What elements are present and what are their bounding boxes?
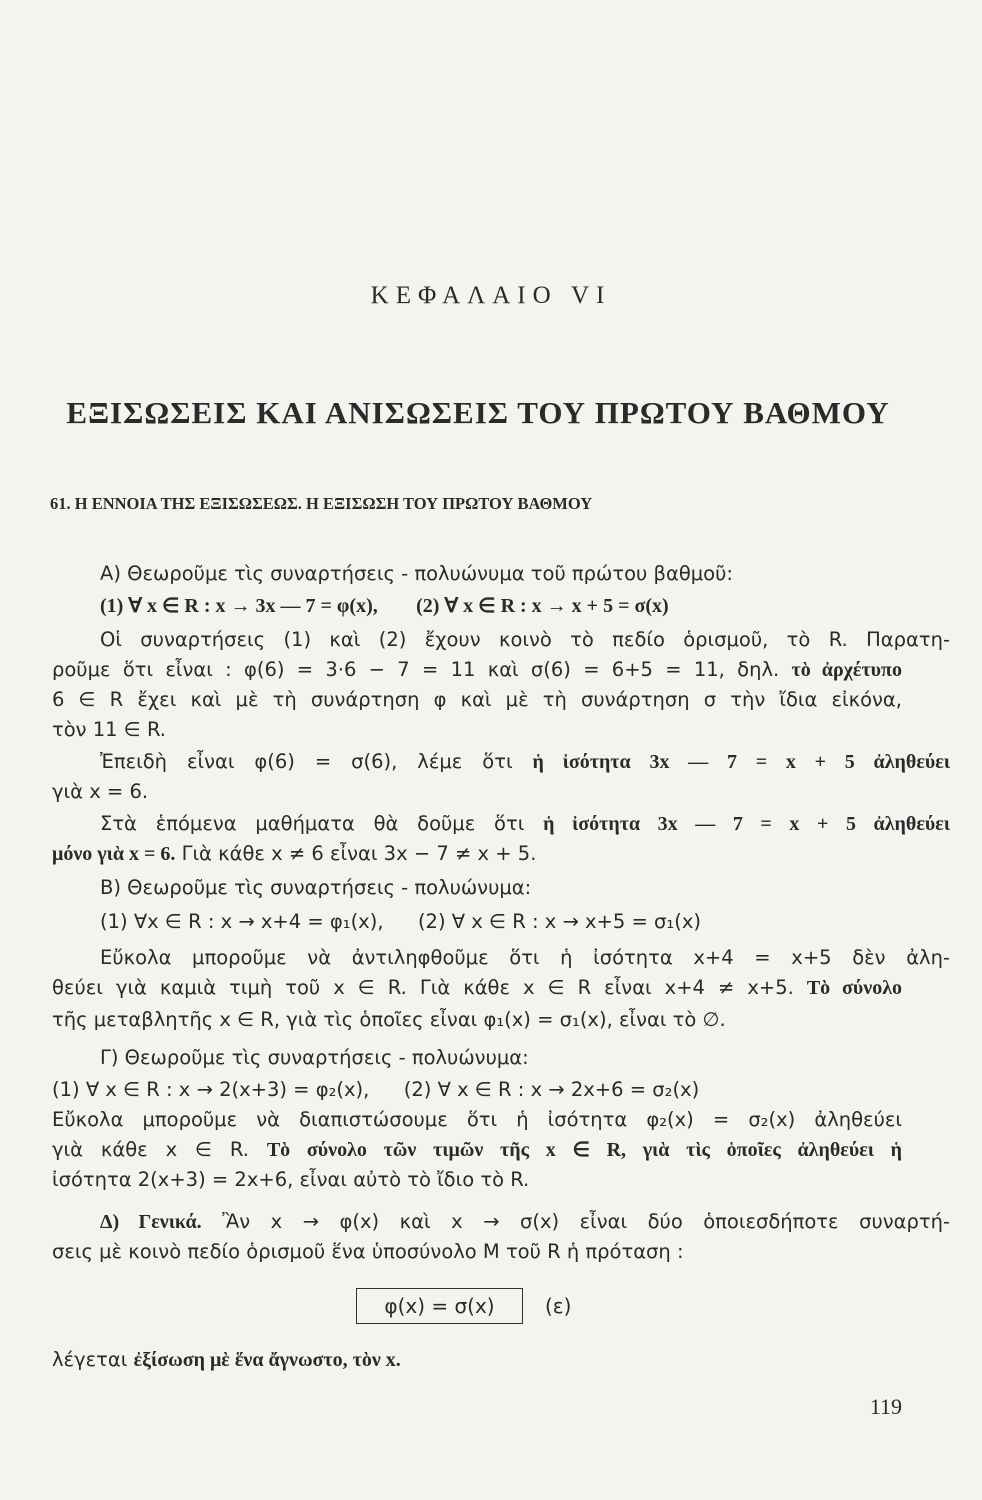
part-c-intro: Γ) Θεωροῦμε τὶς συναρτήσεις - πολυώνυμα: xyxy=(100,1046,529,1069)
part-c-eq1: (1) ∀ x ∈ R : x → 2(x+3) = φ₂(x), xyxy=(52,1078,370,1101)
text-span-bold: ἡ ἰσότητα 3x — 7 = x + 5 ἀληθεύει xyxy=(543,813,951,835)
text-span-bold: Τὸ σύνολο τῶν τιμῶν τῆς x ∈ R, γιὰ τὶς ὁποῖες ἀληθεύει ἡ xyxy=(266,1139,902,1161)
part-a-paragraph-line xyxy=(52,810,950,838)
part-b-paragraph-line: Εὔκολα μποροῦμε νὰ ἀντιληφθοῦμε ὅτι ἡ ἰσότητα x+4 = x+5 δὲν ἀλη- xyxy=(100,946,950,969)
part-a-paragraph-line: τὸν 11 ∈ R. xyxy=(52,718,167,741)
text-span-bold: Τὸ σύνολο xyxy=(806,977,903,999)
text-span: Στὰ ἑπόμενα μαθήματα θὰ δοῦμε ὅτι xyxy=(100,812,525,835)
part-b-eq2: (2) ∀ x ∈ R : x → x+5 = σ₁(x) xyxy=(417,910,701,933)
part-a-paragraph-line xyxy=(52,748,950,776)
part-a-paragraph-line: Οἱ συναρτήσεις (1) καὶ (2) ἔχουν κοινὸ τὸ πεδίο ὁρισμοῦ, τὸ R. Παρατη- xyxy=(100,628,950,651)
text-span: ροῦμε ὅτι εἶναι : φ(6) = 3·6 − 7 = 11 καὶ σ(6) = 6+5 = 11, δηλ. xyxy=(52,658,780,681)
part-c-paragraph-line xyxy=(52,1136,902,1164)
part-a-paragraph-line xyxy=(52,656,902,684)
part-d-paragraph-line xyxy=(52,1346,902,1374)
text-span-bold: ἡ ἰσότητα 3x — 7 = x + 5 ἀληθεύει xyxy=(532,751,950,773)
boxed-equation-row xyxy=(0,1288,982,1328)
section-heading: 61. Η ΕΝΝΟΙΑ ΤΗΣ ΕΞΙΣΩΣΕΩΣ. Η ΕΞΙΣΩΣΗ ΤΟΥ ΠΡΩΤΟΥ ΒΑΘΜΟΥ xyxy=(50,494,593,513)
text-span-bold: τὸ ἀρχέτυπο xyxy=(791,659,903,681)
part-d-paragraph-line xyxy=(52,1208,950,1236)
part-c-equations xyxy=(52,1076,902,1104)
part-a-eq2: (2) ∀ x ∈ R : x → x + 5 = σ(x) xyxy=(416,595,669,617)
part-b-paragraph-line: τῆς μεταβλητῆς x ∈ R, γιὰ τὶς ὁποῖες εἶναι φ₁(x) = σ₁(x), εἶναι τὸ ∅. xyxy=(52,1008,726,1031)
boxed-equation: φ(x) = σ(x) xyxy=(356,1288,523,1324)
part-d-label: Δ) Γενικά. xyxy=(100,1211,202,1233)
text-span: Γιὰ κάθε x ≠ 6 εἶναι 3x − 7 ≠ x + 5. xyxy=(181,842,537,865)
text-span: λέγεται xyxy=(52,1348,128,1371)
part-a-eq1: (1) ∀ x ∈ R : x → 3x — 7 = φ(x), xyxy=(100,595,378,617)
part-c-paragraph-line: Εὔκολα μποροῦμε νὰ διαπιστώσουμε ὅτι ἡ ἰσότητα φ₂(x) = σ₂(x) ἀληθεύει xyxy=(52,1108,902,1131)
part-a-paragraph-line: 6 ∈ R ἔχει καὶ μὲ τὴ συνάρτηση φ καὶ μὲ τὴ συνάρτηση σ τὴν ἴδια εἰκόνα, xyxy=(52,688,902,711)
text-span: γιὰ κάθε x ∈ R. xyxy=(52,1138,249,1161)
page-number: 119 xyxy=(869,1394,902,1419)
part-a-equations xyxy=(52,592,950,620)
part-b-intro: Β) Θεωροῦμε τὶς συναρτήσεις - πολυώνυμα: xyxy=(100,876,532,899)
part-c-eq2: (2) ∀ x ∈ R : x → 2x+6 = σ₂(x) xyxy=(403,1078,700,1101)
text-span: Ἐπειδὴ εἶναι φ(6) = σ(6), λέμε ὅτι xyxy=(100,750,513,773)
part-b-equations xyxy=(52,908,950,936)
part-a-intro: Α) Θεωροῦμε τὶς συναρτήσεις - πολυώνυμα τοῦ πρώτου βαθμοῦ: xyxy=(100,562,733,585)
part-c-paragraph-line: ἰσότητα 2(x+3) = 2x+6, εἶναι αὐτὸ τὸ ἴδιο τὸ R. xyxy=(52,1168,530,1191)
text-span: Ἂν x → φ(x) καὶ x → σ(x) εἶναι δύο ὁποιεσδήποτε συναρτή- xyxy=(222,1210,950,1233)
chapter-heading: ΚΕΦΑΛΑΙΟ VI xyxy=(370,282,612,309)
part-a-paragraph-line: γιὰ x = 6. xyxy=(52,780,149,803)
part-b-eq1: (1) ∀x ∈ R : x → x+4 = φ₁(x), xyxy=(100,910,384,933)
chapter-title: ΕΞΙΣΩΣΕΙΣ ΚΑΙ ΑΝΙΣΩΣΕΙΣ ΤΟΥ ΠΡΩΤΟΥ ΒΑΘΜΟΥ xyxy=(66,395,890,430)
text-span-bold: μόνο γιὰ x = 6. xyxy=(52,843,176,865)
text-span-bold: ἐξίσωση μὲ ἕνα ἄγνωστο, τὸν x. xyxy=(133,1349,401,1371)
part-a-paragraph-line xyxy=(52,840,902,868)
part-b-paragraph-line xyxy=(52,974,902,1002)
part-d-paragraph-line: σεις μὲ κοινὸ πεδίο ὁρισμοῦ ἕνα ὑποσύνολο Μ τοῦ R ἡ πρόταση : xyxy=(52,1240,684,1263)
equation-label: (ε) xyxy=(545,1294,572,1318)
text-span: θεύει γιὰ καμιὰ τιμὴ τοῦ x ∈ R. Γιὰ κάθε x ∈ R εἶναι x+4 ≠ x+5. xyxy=(52,976,794,999)
